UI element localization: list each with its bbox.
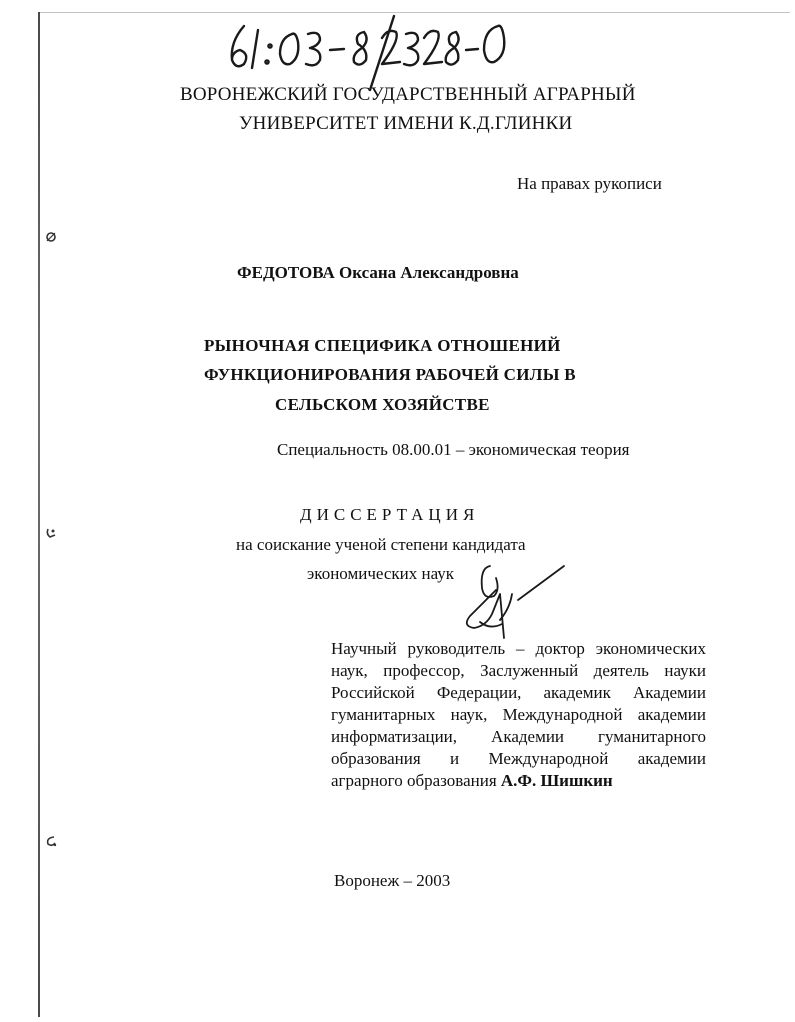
punch-hole-mark-3	[44, 834, 58, 848]
scan-edge-line	[38, 12, 40, 1017]
supervisor-credentials: Научный руководитель – доктор экономических наук, профессор, Заслуженный деятель науки Российской Федерации, академик Академии гуманитарных наук, Международной академии информатизации, Академии гуманитарного образования и Международной академии аграрного образования	[331, 639, 706, 790]
university-name-line-2: УНИВЕРСИТЕТ ИМЕНИ К.Д.ГЛИНКИ	[239, 113, 573, 134]
supervisor-block	[331, 638, 706, 792]
degree-line-2: экономических наук	[307, 564, 455, 583]
handwritten-signature	[440, 560, 580, 650]
author-name: ФЕДОТОВА Оксана Александровна	[237, 263, 519, 282]
handwritten-catalog-number	[222, 12, 522, 92]
punch-hole-mark-1	[44, 230, 58, 244]
specialty-line: Специальность 08.00.01 – экономическая теория	[277, 440, 630, 459]
dissertation-title-line-1: РЫНОЧНАЯ СПЕЦИФИКА ОТНОШЕНИЙ	[204, 336, 561, 355]
university-name-line-1: ВОРОНЕЖСКИЙ ГОСУДАРСТВЕННЫЙ АГРАРНЫЙ	[180, 84, 636, 105]
dissertation-title-line-2: ФУНКЦИОНИРОВАНИЯ РАБОЧЕЙ СИЛЫ В	[204, 365, 576, 384]
place-and-year: Воронеж – 2003	[334, 871, 451, 890]
dissertation-title-line-3: СЕЛЬСКОМ ХОЗЯЙСТВЕ	[275, 395, 490, 414]
supervisor-name: А.Ф. Шишкин	[500, 771, 613, 790]
degree-line-1: на соискание ученой степени кандидата	[236, 535, 526, 554]
punch-hole-mark-2	[44, 526, 58, 540]
document-type: ДИССЕРТАЦИЯ	[300, 505, 480, 524]
manuscript-rights-note: На правах рукописи	[517, 174, 662, 193]
